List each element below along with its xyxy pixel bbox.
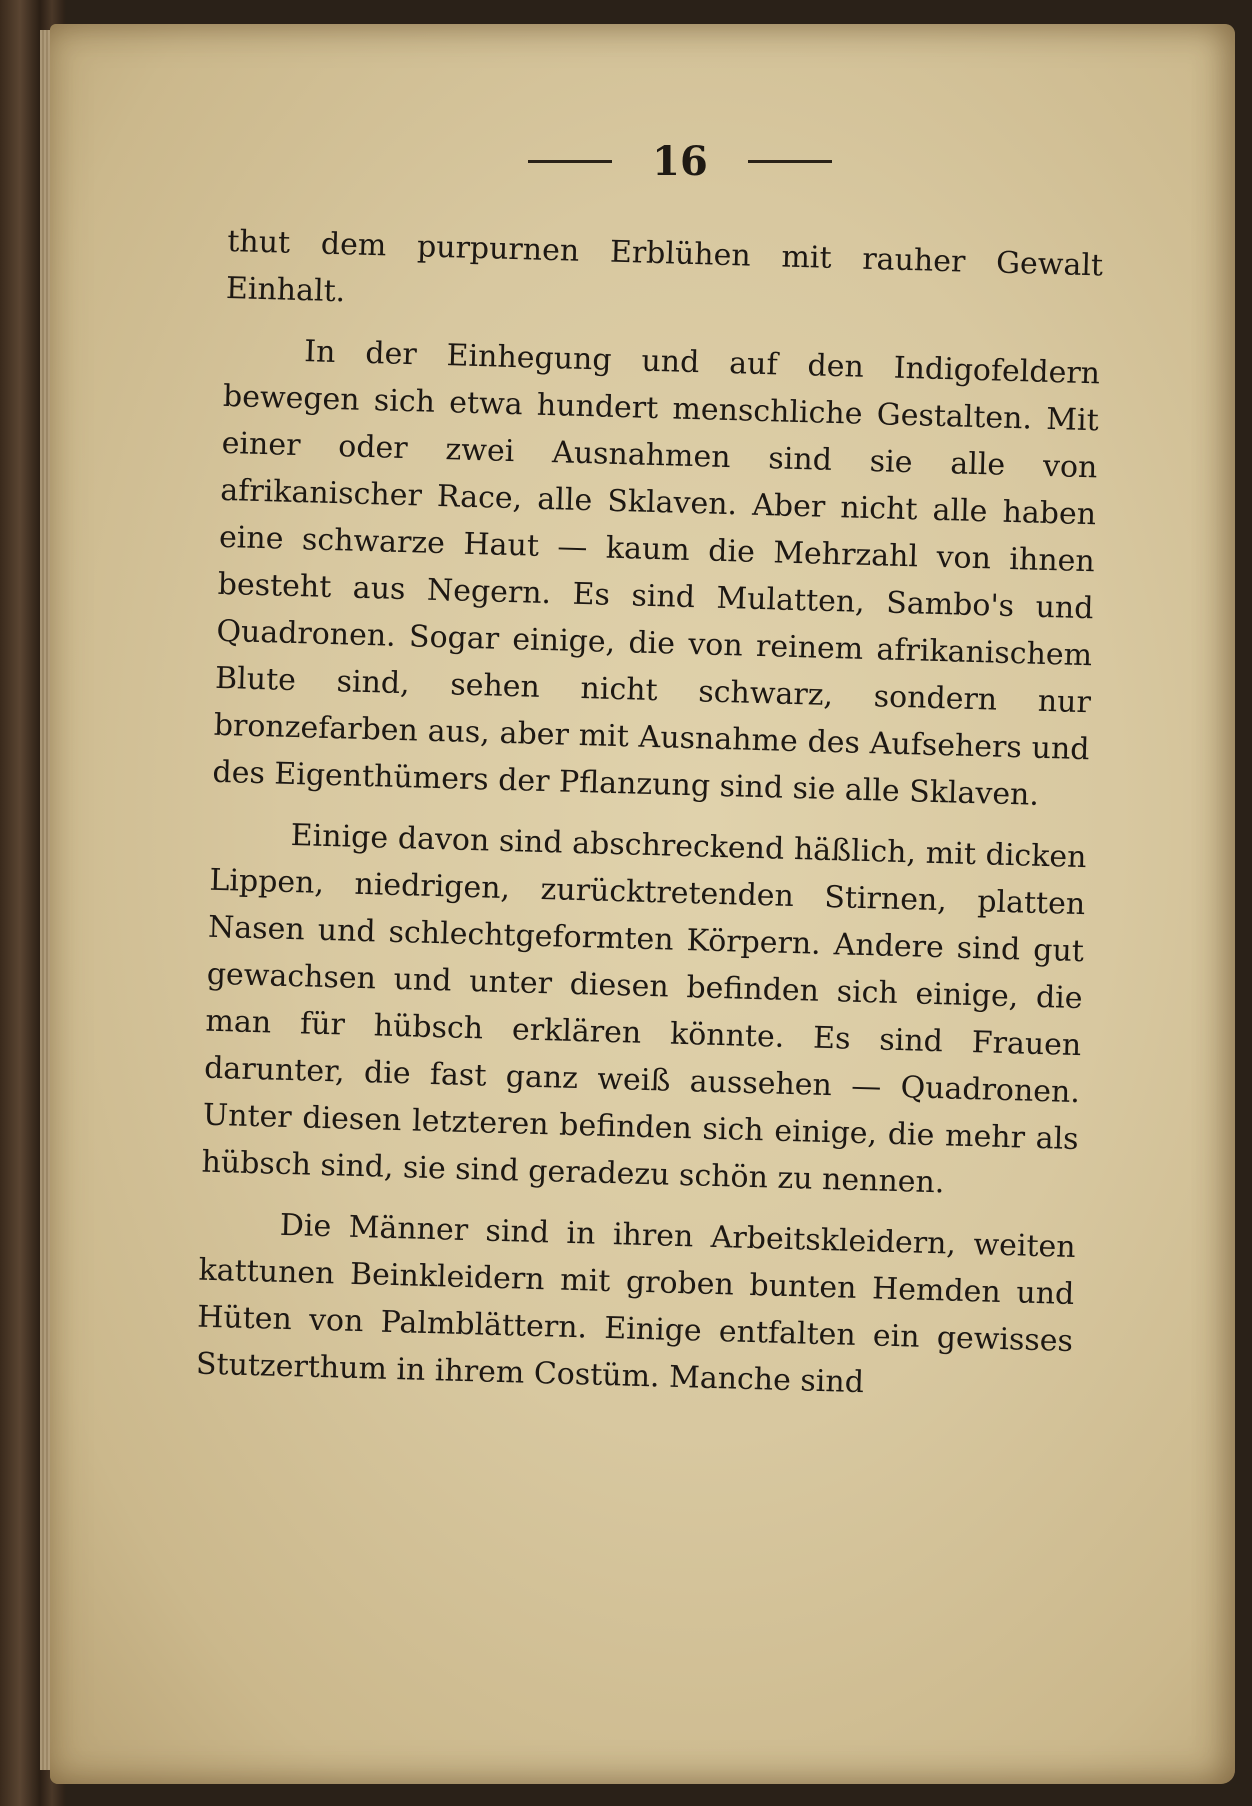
header-rule-left (528, 160, 612, 163)
paragraph-continuation: thut dem purpurnen Erblühen mit rauher Gewalt Einhalt. (225, 223, 1104, 310)
paragraph: Einige davon sind abschreckend häßlich, mit dicken Lippen, niedrigen, zurücktretenden Stirnen, platten Nasen und schlechtgeformten Körpern. Andere sind gut gewachsen und unter diesen befinden sich einige, die man für hübsch erklären könnte. Es sind Frauen darunter, die fast ganz weiß aussehen — Quadronen. Unter diesen letzteren befinden sich einige, die mehr als hübsch sind, sie sind geradezu schön zu nennen. (201, 818, 1087, 1201)
page-number: 16 (652, 137, 708, 185)
paragraph: Die Männer sind in ihren Arbeitskleidern, weiten kattunen Beinkleidern mit groben bunten Hemden und Hüten von Palmblättern. Einige entfalten ein gewisses Stutzerthum in ihrem Costüm. Manche sind (195, 1207, 1077, 1401)
header-rule-right (748, 160, 832, 163)
page-header (500, 136, 860, 186)
paragraph: In der Einhegung und auf den Indigofeldern bewegen sich etwa hundert menschliche Gestalten. Mit einer oder zwei Ausnahmen sind sie alle von afrikanischer Race, alle Sklaven. Aber nicht alle haben eine schwarze Haut — kaum die Mehrzahl von ihnen besteht aus Negern. Es sind Mulatten, Sambo's und Quadronen. Sogar einige, die von reinem afrikanischem Blute sind, sehen nicht schwarz, sondern nur bronzefarben aus, aber mit Ausnahme des Aufsehers und des Eigenthümers der Pflanzung sind sie alle Sklaven. (212, 334, 1101, 813)
body-text (195, 218, 1103, 1412)
